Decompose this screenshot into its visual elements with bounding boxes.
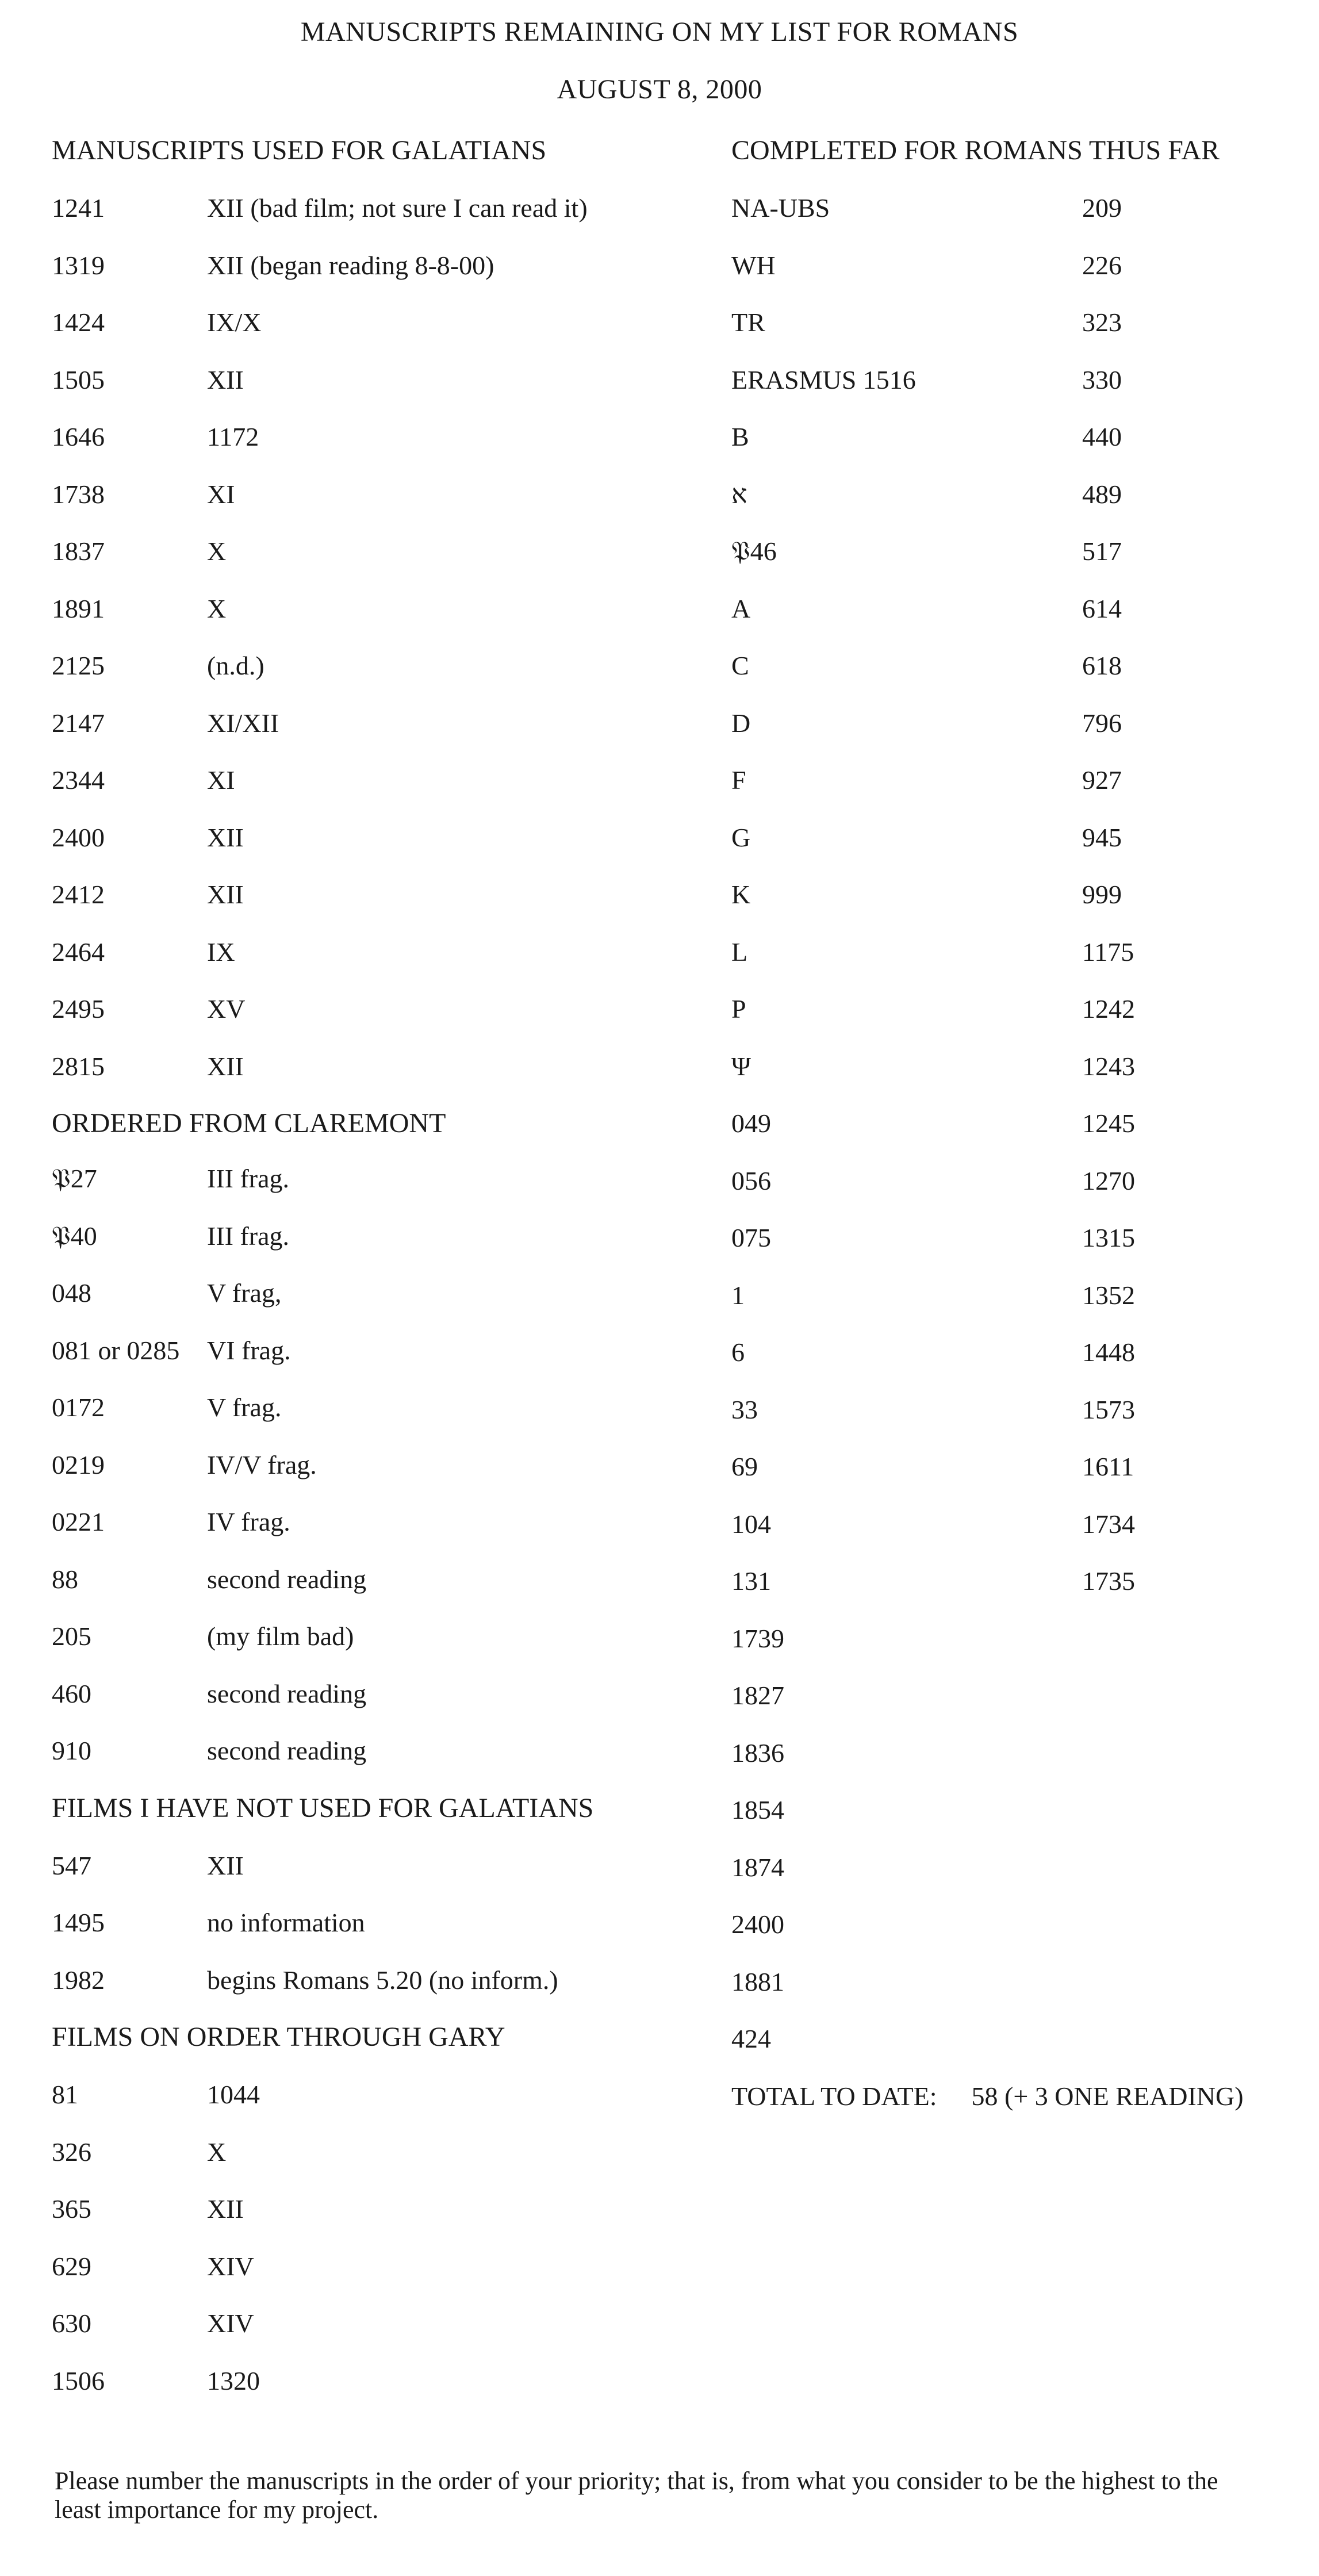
completed-row-info: 1352 xyxy=(1082,1280,1135,1310)
total-label: TOTAL TO DATE: xyxy=(731,2081,937,2111)
completed-row-info: 1611 xyxy=(1082,1452,1134,1481)
gary-row xyxy=(52,2192,690,2249)
completed-row-info: 614 xyxy=(1082,593,1122,623)
galatians-row xyxy=(52,592,690,649)
galatians-row-info: X xyxy=(207,593,227,623)
completed-row-info: 1735 xyxy=(1082,1566,1135,1596)
claremont-row-info: second reading xyxy=(207,1736,367,1765)
gary-row-id: 629 xyxy=(52,2251,91,2281)
not-used-row xyxy=(52,1963,690,2021)
completed-row xyxy=(731,1049,1306,1107)
gary-row-id: 1506 xyxy=(52,2366,105,2395)
claremont-row-id: 0219 xyxy=(52,1450,105,1479)
galatians-row-info: (n.d.) xyxy=(207,651,264,680)
completed-row xyxy=(731,649,1306,706)
completed-row-info: 226 xyxy=(1082,250,1122,280)
claremont-row xyxy=(52,1276,690,1333)
completed-row xyxy=(731,1450,1306,1507)
gary-row-id: 630 xyxy=(52,2309,91,2338)
completed-row xyxy=(731,1164,1306,1221)
completed-row-id: 049 xyxy=(731,1109,771,1138)
claremont-row-info: V frag, xyxy=(207,1278,282,1308)
completed-row xyxy=(731,305,1306,363)
galatians-row xyxy=(52,935,690,992)
completed-row-info: 323 xyxy=(1082,308,1122,337)
not-used-heading: FILMS I HAVE NOT USED FOR GALATIANS xyxy=(52,1792,594,1823)
completed-row-id: NA-UBS xyxy=(731,193,830,223)
completed-row-id: WH xyxy=(731,250,776,280)
galatians-row-id: 1891 xyxy=(52,593,105,623)
completed-single: 2400 xyxy=(731,1910,784,1939)
galatians-row-info: XII xyxy=(207,365,244,394)
gary-row-info: X xyxy=(207,2137,227,2167)
claremont-row-info: IV frag. xyxy=(207,1507,290,1536)
gary-row-id: 81 xyxy=(52,2080,78,2109)
galatians-row-id: 1241 xyxy=(52,193,105,223)
gary-row xyxy=(52,2077,690,2135)
completed-row xyxy=(731,821,1306,878)
gary-row-info: XII xyxy=(207,2194,244,2224)
completed-single: 1836 xyxy=(731,1738,784,1768)
completed-row-info: 1175 xyxy=(1082,937,1134,967)
gary-row-info: XIV xyxy=(207,2251,254,2281)
completed-row-info: 618 xyxy=(1082,651,1122,680)
galatians-row xyxy=(52,363,690,420)
completed-row xyxy=(731,877,1306,935)
claremont-row-id: 𝔓40 xyxy=(52,1221,97,1251)
not-used-list xyxy=(52,1849,690,2021)
not-used-row-id: 547 xyxy=(52,1850,91,1880)
completed-row-id: TR xyxy=(731,308,765,337)
galatians-row-id: 1505 xyxy=(52,365,105,394)
claremont-row-info: VI frag. xyxy=(207,1335,291,1365)
completed-row xyxy=(731,1564,1306,1621)
galatians-list xyxy=(52,191,690,1106)
completed-row-id: 131 xyxy=(731,1566,771,1596)
completed-row-id: K xyxy=(731,880,751,909)
completed-row-info: 1734 xyxy=(1082,1509,1135,1539)
gary-row-id: 326 xyxy=(52,2137,91,2167)
completed-row-id: F xyxy=(731,765,746,795)
claremont-row xyxy=(52,1734,690,1791)
completed-row-info: 489 xyxy=(1082,479,1122,509)
claremont-row xyxy=(52,1562,690,1620)
galatians-row-info: XII xyxy=(207,822,244,852)
galatians-row-info: XII xyxy=(207,1051,244,1081)
completed-row-id: א xyxy=(731,479,747,509)
galatians-row-id: 2495 xyxy=(52,994,105,1023)
claremont-row-info: III frag. xyxy=(207,1164,290,1193)
completed-row xyxy=(731,935,1306,992)
completed-row-id: 6 xyxy=(731,1337,745,1367)
claremont-row-id: 460 xyxy=(52,1678,91,1708)
completed-row-info: 1245 xyxy=(1082,1109,1135,1138)
galatians-row-id: 2400 xyxy=(52,822,105,852)
galatians-row xyxy=(52,1049,690,1107)
completed-row-info: 440 xyxy=(1082,422,1122,451)
completed-single: 424 xyxy=(731,2024,771,2053)
left-column xyxy=(52,133,690,2421)
not-used-row-info: begins Romans 5.20 (no inform.) xyxy=(207,1965,558,1995)
completed-row-id: A xyxy=(731,593,751,623)
completed-row xyxy=(731,1393,1306,1450)
claremont-row-info: (my film bad) xyxy=(207,1621,354,1651)
completed-row-id: 33 xyxy=(731,1394,758,1424)
completed-row-id: 075 xyxy=(731,1223,771,1252)
claremont-row-id: 0172 xyxy=(52,1393,105,1422)
completed-single: 1881 xyxy=(731,1966,784,1996)
completed-singles-list xyxy=(731,1621,1306,2079)
completed-row xyxy=(731,191,1306,248)
completed-row xyxy=(731,763,1306,821)
claremont-list xyxy=(52,1162,690,1791)
completed-row-info: 945 xyxy=(1082,822,1122,852)
galatians-row-id: 1319 xyxy=(52,250,105,280)
completed-row-info: 1573 xyxy=(1082,1394,1135,1424)
completed-row-info: 1315 xyxy=(1082,1223,1135,1252)
completed-row-info: 1243 xyxy=(1082,1051,1135,1081)
not-used-row xyxy=(52,1906,690,1963)
galatians-row xyxy=(52,763,690,821)
total-to-date xyxy=(731,2079,1306,2114)
galatians-row-info: X xyxy=(207,536,227,566)
completed-row-info: 999 xyxy=(1082,880,1122,909)
completed-pairs-list xyxy=(731,191,1306,1621)
claremont-row xyxy=(52,1333,690,1391)
completed-row xyxy=(731,1106,1306,1164)
gary-row-info: 1320 xyxy=(207,2366,260,2395)
galatians-row-info: XI xyxy=(207,479,235,509)
galatians-row-info: IX/X xyxy=(207,308,262,337)
galatians-row-id: 2344 xyxy=(52,765,105,795)
galatians-row xyxy=(52,248,690,306)
gary-row xyxy=(52,2306,690,2364)
gary-row-id: 365 xyxy=(52,2194,91,2224)
completed-row-info: 1242 xyxy=(1082,994,1135,1023)
completed-row xyxy=(731,1507,1306,1565)
claremont-row-info: III frag. xyxy=(207,1221,290,1251)
gary-list xyxy=(52,2077,690,2421)
gary-row xyxy=(52,2135,690,2192)
galatians-row-info: XII (began reading 8-8-00) xyxy=(207,250,494,280)
completed-row-id: L xyxy=(731,937,748,967)
galatians-row-id: 1424 xyxy=(52,308,105,337)
galatians-row-info: XV xyxy=(207,994,246,1023)
not-used-row-id: 1495 xyxy=(52,1908,105,1937)
completed-row-id: ERASMUS 1516 xyxy=(731,365,916,394)
galatians-row xyxy=(52,305,690,363)
completed-row-info: 517 xyxy=(1082,536,1122,566)
completed-single: 1827 xyxy=(731,1681,784,1710)
completed-row-id: D xyxy=(731,708,751,738)
claremont-row-id: 𝔓27 xyxy=(52,1164,97,1193)
claremont-row xyxy=(52,1390,690,1448)
claremont-row-info: IV/V frag. xyxy=(207,1450,317,1479)
claremont-row xyxy=(52,1505,690,1562)
gary-heading: FILMS ON ORDER THROUGH GARY xyxy=(52,2022,505,2052)
completed-row-id: Ψ xyxy=(731,1051,751,1081)
galatians-row-id: 1738 xyxy=(52,479,105,509)
completed-row-id: 𝔓46 xyxy=(731,536,777,566)
galatians-row-id: 1837 xyxy=(52,536,105,566)
gary-row-info: XIV xyxy=(207,2309,254,2338)
completed-single: 1854 xyxy=(731,1795,784,1824)
completed-row-info: 796 xyxy=(1082,708,1122,738)
page-title: MANUSCRIPTS REMAINING ON MY LIST FOR ROMANS xyxy=(300,17,1019,47)
claremont-row xyxy=(52,1162,690,1219)
claremont-row-info: V frag. xyxy=(207,1393,282,1422)
claremont-row-id: 910 xyxy=(52,1736,91,1765)
claremont-row xyxy=(52,1677,690,1734)
completed-row-id: B xyxy=(731,422,749,451)
completed-row xyxy=(731,420,1306,477)
gary-row-info: 1044 xyxy=(207,2080,260,2109)
galatians-row-id: 2464 xyxy=(52,937,105,967)
page-date: AUGUST 8, 2000 xyxy=(557,74,762,105)
right-column xyxy=(731,133,1306,2114)
completed-row xyxy=(731,534,1306,592)
claremont-row-id: 0221 xyxy=(52,1507,105,1536)
completed-row xyxy=(731,592,1306,649)
completed-row xyxy=(731,248,1306,306)
not-used-row-id: 1982 xyxy=(52,1965,105,1995)
claremont-row-info: second reading xyxy=(207,1564,367,1594)
claremont-row xyxy=(52,1619,690,1677)
galatians-row-info: XI/XII xyxy=(207,708,279,738)
completed-row-id: 69 xyxy=(731,1452,758,1481)
completed-row xyxy=(731,1335,1306,1393)
completed-row-id: 056 xyxy=(731,1166,771,1195)
galatians-row xyxy=(52,649,690,706)
completed-row-info: 209 xyxy=(1082,193,1122,223)
completed-row xyxy=(731,706,1306,764)
claremont-heading: ORDERED FROM CLAREMONT xyxy=(52,1108,446,1138)
completed-row-info: 927 xyxy=(1082,765,1122,795)
galatians-row-info: XII xyxy=(207,880,244,909)
galatians-row-id: 2815 xyxy=(52,1051,105,1081)
completed-row-id: C xyxy=(731,651,749,680)
not-used-row xyxy=(52,1849,690,1906)
galatians-row-id: 1646 xyxy=(52,422,105,451)
gary-row xyxy=(52,2249,690,2307)
claremont-row-id: 048 xyxy=(52,1278,91,1308)
galatians-row-info: XII (bad film; not sure I can read it) xyxy=(207,193,588,223)
claremont-row xyxy=(52,1448,690,1505)
completed-row xyxy=(731,1221,1306,1278)
completed-heading: COMPLETED FOR ROMANS THUS FAR xyxy=(731,135,1220,166)
claremont-row-id: 88 xyxy=(52,1564,78,1594)
galatians-row xyxy=(52,821,690,878)
galatians-row xyxy=(52,191,690,248)
not-used-row-info: XII xyxy=(207,1850,244,1880)
completed-single: 1739 xyxy=(731,1623,784,1653)
completed-row xyxy=(731,477,1306,535)
claremont-row-id: 081 or 0285 xyxy=(52,1335,180,1365)
completed-row-info: 1448 xyxy=(1082,1337,1135,1367)
galatians-row xyxy=(52,877,690,935)
galatians-row xyxy=(52,420,690,477)
galatians-row-id: 2412 xyxy=(52,880,105,909)
total-value: 58 (+ 3 ONE READING) xyxy=(971,2081,1244,2111)
galatians-row xyxy=(52,706,690,764)
galatians-row-id: 2147 xyxy=(52,708,105,738)
galatians-heading: MANUSCRIPTS USED FOR GALATIANS xyxy=(52,135,547,166)
galatians-row-id: 2125 xyxy=(52,651,105,680)
galatians-row-info: 1172 xyxy=(207,422,259,451)
completed-row-id: G xyxy=(731,822,751,852)
completed-row-id: P xyxy=(731,994,746,1023)
claremont-row xyxy=(52,1219,690,1276)
completed-row xyxy=(731,992,1306,1049)
galatians-row xyxy=(52,992,690,1049)
galatians-row-info: IX xyxy=(207,937,235,967)
footer-note: Please number the manuscripts in the order of your priority; that is, from what you consider to be the highest to the least importance for my project. xyxy=(55,2467,1218,2524)
galatians-row xyxy=(52,534,690,592)
completed-row-id: 1 xyxy=(731,1280,745,1310)
completed-row xyxy=(731,1278,1306,1336)
claremont-row-info: second reading xyxy=(207,1678,367,1708)
galatians-row-info: XI xyxy=(207,765,235,795)
not-used-row-info: no information xyxy=(207,1908,365,1937)
completed-row xyxy=(731,363,1306,420)
completed-row-id: 104 xyxy=(731,1509,771,1539)
galatians-row xyxy=(52,477,690,535)
completed-single: 1874 xyxy=(731,1852,784,1882)
claremont-row-id: 205 xyxy=(52,1621,91,1651)
gary-row xyxy=(52,2364,690,2421)
completed-row-info: 1270 xyxy=(1082,1166,1135,1195)
completed-row-info: 330 xyxy=(1082,365,1122,394)
